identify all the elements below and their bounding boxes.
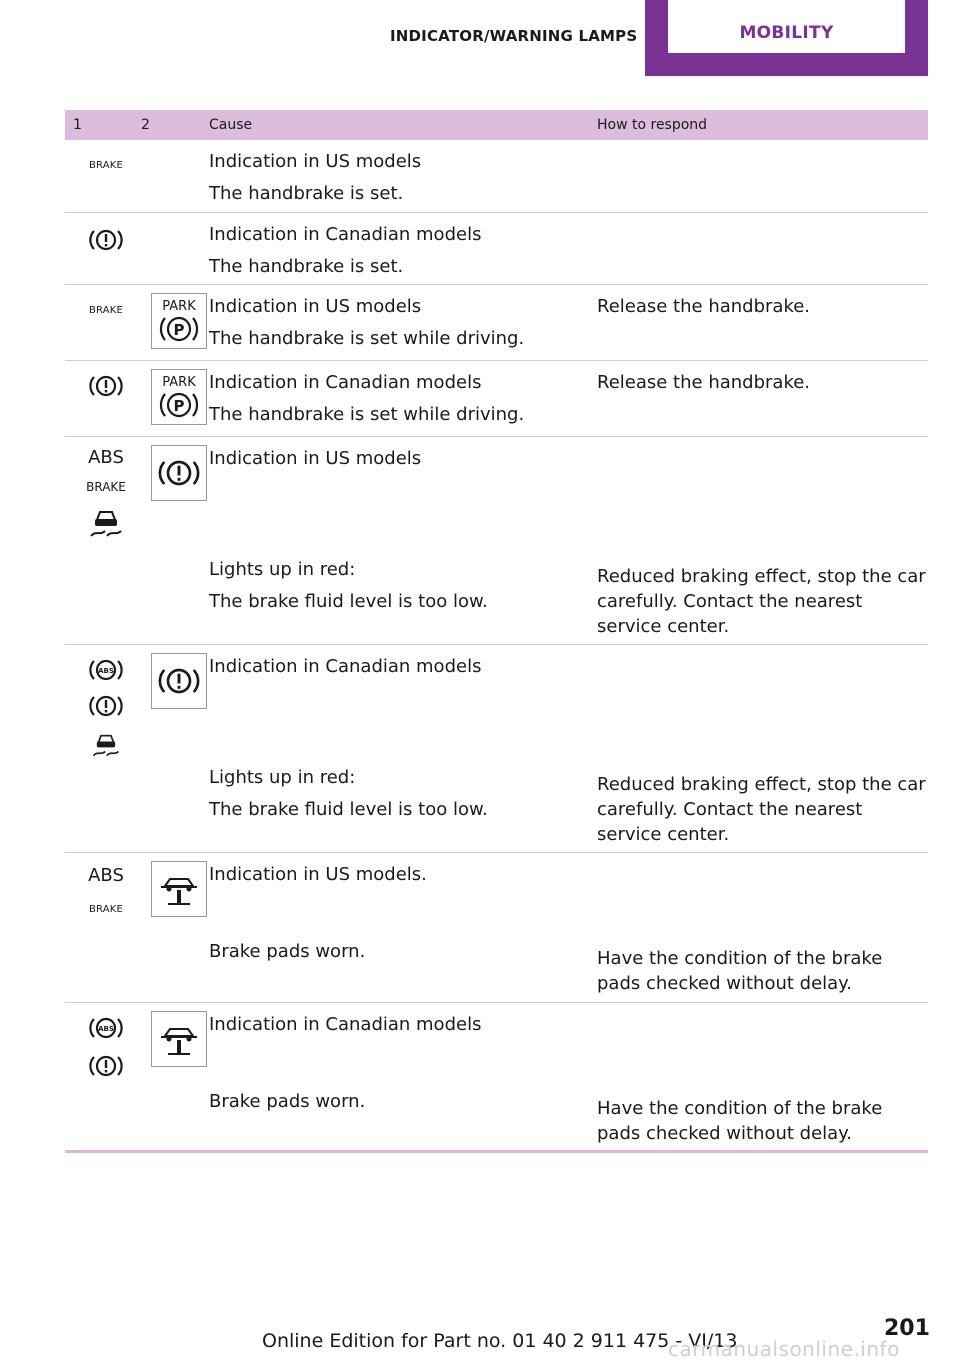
icon-cell-1	[65, 213, 131, 284]
cause-cell	[209, 140, 597, 212]
page-number: 201	[884, 1316, 930, 1341]
brake-warning-circle-icon	[88, 1053, 124, 1079]
icon-cell-2	[131, 645, 209, 852]
icon-cell-1	[65, 1003, 131, 1150]
cause-cell	[209, 437, 597, 644]
icon-cell-1	[65, 437, 131, 644]
icon-cell-1	[65, 361, 131, 436]
cause-heading: Indication in Canadian models	[209, 656, 482, 677]
table-header	[65, 110, 928, 140]
svg-text:ABS: ABS	[98, 667, 114, 675]
table-row	[65, 1003, 928, 1153]
car-lift-icon	[156, 866, 202, 912]
icon-cell-2	[131, 437, 209, 644]
cause-heading: Indication in Canadian models	[209, 1014, 482, 1035]
cause-line: Indication in US models	[209, 296, 422, 317]
response-line: Have the condition of the brake pads checked without delay.	[597, 1098, 883, 1144]
cause-line: The handbrake is set while driving.	[209, 328, 525, 349]
chapter-tab[interactable]	[645, 0, 928, 76]
cause-cell	[209, 213, 597, 284]
cause-line: The handbrake is set.	[209, 256, 404, 277]
page-header	[0, 0, 960, 78]
icon-cell-2	[131, 853, 209, 1002]
icon-cell-2	[131, 285, 209, 360]
cause-line: Indication in US models	[209, 151, 422, 172]
column-header-2: 2	[141, 117, 150, 133]
chapter-tab-inner	[668, 0, 905, 53]
park-label: PARK	[162, 375, 196, 390]
watermark: carmanualsonline.info	[668, 1337, 900, 1361]
chapter-label: MOBILITY	[739, 23, 834, 43]
cause-line: Indication in Canadian models	[209, 224, 482, 245]
response-cell	[597, 213, 928, 284]
cause-line: The handbrake is set while driving.	[209, 404, 525, 425]
cause-cell	[209, 645, 597, 852]
brake-warning-icon-box	[151, 653, 207, 709]
section-title: INDICATOR/WARNING LAMPS	[390, 27, 638, 45]
column-header-cause: Cause	[209, 117, 253, 133]
response-cell	[597, 437, 928, 644]
brake-text-icon: BRAKE	[88, 160, 124, 171]
cause-line: Brake pads worn.	[209, 1091, 366, 1112]
response-cell	[597, 645, 928, 852]
park-brake-icon-box	[151, 293, 207, 349]
edition-footer: Online Edition for Part no. 01 40 2 911 475 - VI/13	[262, 1330, 738, 1352]
cause-line: Brake pads worn.	[209, 941, 366, 962]
car-lift-icon-box	[151, 1011, 207, 1067]
cause-cell	[209, 1003, 597, 1150]
response-line: Reduced braking effect, stop the car carefully. Contact the nearest service center.	[597, 566, 926, 637]
abs-text-icon: ABS	[88, 447, 124, 468]
skid-car-icon	[88, 506, 124, 538]
park-label: PARK	[162, 299, 196, 314]
abs-circle-icon	[88, 1015, 124, 1041]
table-row	[65, 285, 928, 361]
column-header-1: 1	[73, 117, 82, 133]
indicator-table	[65, 110, 928, 1153]
icon-cell-1	[65, 285, 131, 360]
table-row	[65, 645, 928, 853]
response-cell	[597, 853, 928, 1002]
table-row	[65, 213, 928, 285]
table-row	[65, 437, 928, 645]
icon-cell-1	[65, 645, 131, 852]
icon-cell-1	[65, 853, 131, 1002]
response-line: Release the handbrake.	[597, 296, 811, 317]
cause-cell	[209, 361, 597, 436]
response-line: Reduced braking effect, stop the car carefully. Contact the nearest service center.	[597, 774, 926, 845]
response-line: Release the handbrake.	[597, 372, 811, 393]
cause-line: The handbrake is set.	[209, 183, 404, 204]
park-brake-icon	[154, 296, 204, 346]
brake-warning-circle-icon	[157, 665, 201, 697]
cause-cell	[209, 285, 597, 360]
park-brake-icon-box	[151, 369, 207, 425]
park-brake-icon	[154, 372, 204, 422]
skid-car-icon	[91, 729, 121, 759]
cause-cell	[209, 853, 597, 1002]
brake-warning-circle-icon	[88, 373, 124, 399]
brake-warning-icon-box	[151, 445, 207, 501]
abs-circle-icon	[88, 657, 124, 683]
brake-warning-circle-icon	[88, 693, 124, 719]
cause-heading: Indication in US models.	[209, 864, 427, 885]
cause-line: The brake fluid level is too low.	[209, 799, 488, 820]
response-cell	[597, 285, 928, 360]
svg-text:P: P	[173, 321, 185, 339]
table-row	[65, 140, 928, 213]
brake-warning-circle-icon	[88, 227, 124, 253]
column-header-response: How to respond	[597, 117, 708, 133]
icon-cell-2	[131, 213, 209, 284]
cause-line: Indication in Canadian models	[209, 372, 482, 393]
brake-warning-circle-icon	[157, 457, 201, 489]
brake-text-icon: BRAKE	[88, 904, 124, 915]
cause-line: The brake fluid level is too low.	[209, 591, 488, 612]
icon-cell-1	[65, 140, 131, 212]
response-cell	[597, 361, 928, 436]
table-row	[65, 853, 928, 1003]
cause-line: Lights up in red:	[209, 767, 356, 788]
car-lift-icon	[156, 1016, 202, 1062]
cause-line: Lights up in red:	[209, 559, 356, 580]
response-cell	[597, 1003, 928, 1150]
table-row	[65, 361, 928, 437]
icon-cell-2	[131, 361, 209, 436]
icon-cell-2	[131, 1003, 209, 1150]
abs-text-icon: ABS	[88, 865, 124, 886]
car-lift-icon-box	[151, 861, 207, 917]
brake-text-icon: BRAKE	[88, 305, 124, 316]
response-cell	[597, 140, 928, 212]
svg-text:P: P	[173, 397, 185, 415]
icon-cell-2	[131, 140, 209, 212]
svg-text:ABS: ABS	[98, 1025, 114, 1033]
brake-text-icon: BRAKE	[86, 480, 126, 494]
cause-heading: Indication in US models	[209, 448, 422, 469]
response-line: Have the condition of the brake pads checked without delay.	[597, 948, 883, 994]
